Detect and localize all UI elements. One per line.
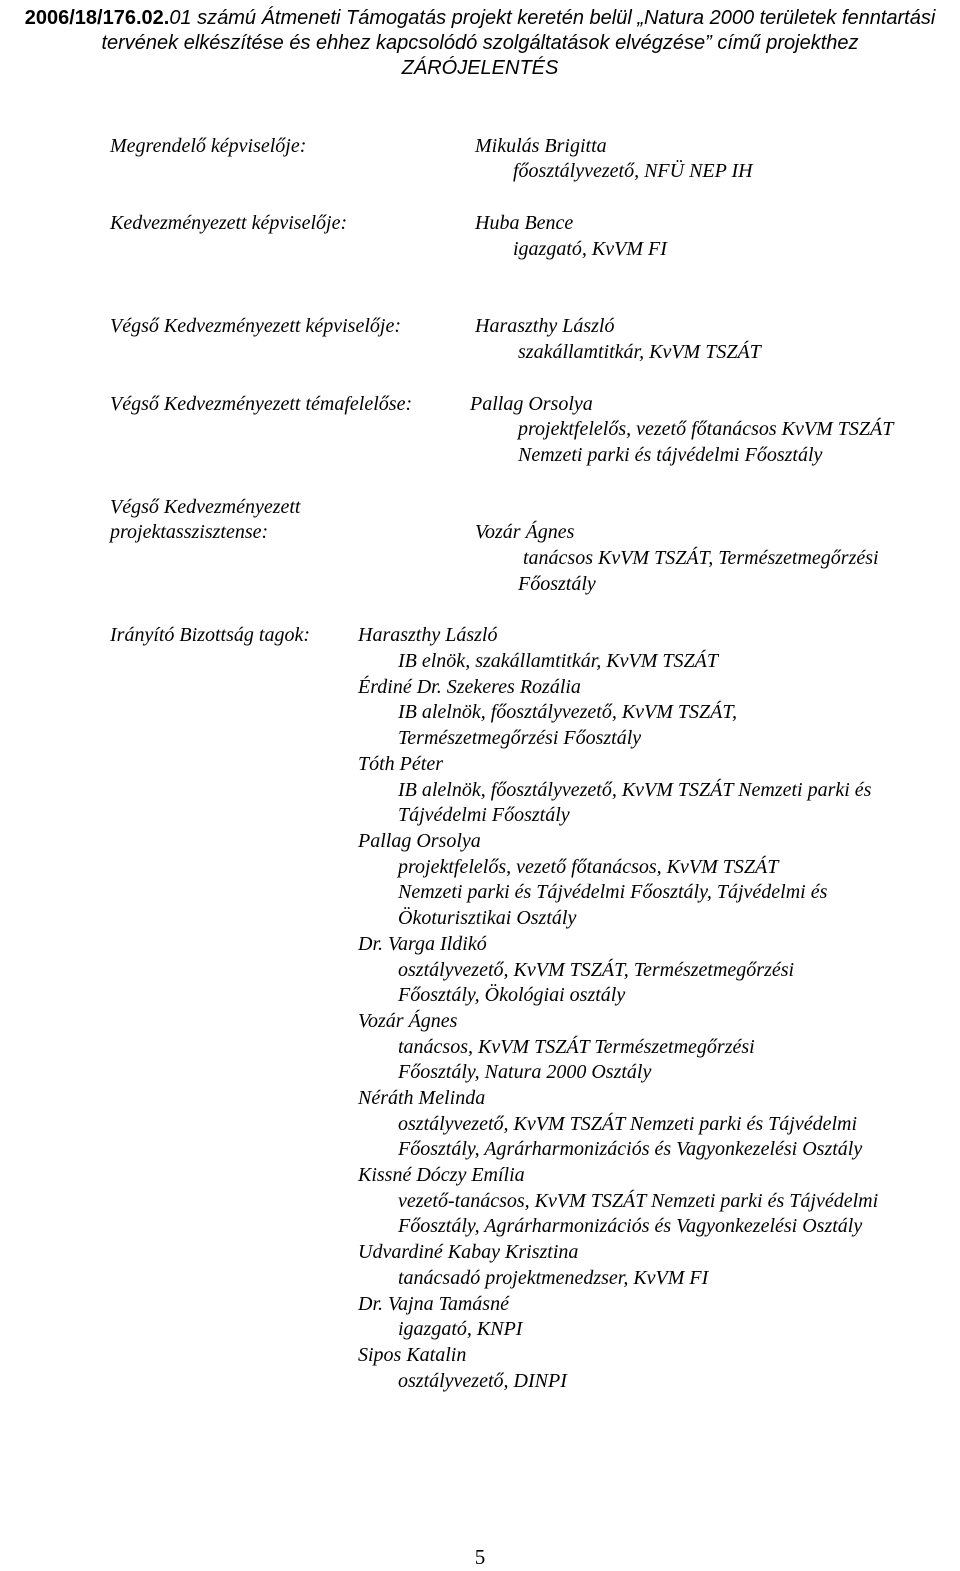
- member-detail: tanácsos, KvVM TSZÁT Természetmegőrzési: [398, 1036, 755, 1058]
- header-title-part-1: 01 számú Átmeneti Támogatás projekt keretén belül „Natura 2000 területek fenntartási: [169, 7, 936, 29]
- member-detail: Főosztály, Agrárharmonizációs és Vagyonkezelési Osztály: [398, 1138, 863, 1160]
- member-name: Haraszthy László: [358, 624, 498, 646]
- rep-detail: szakállamtitkár, KvVM TSZÁT: [518, 341, 761, 363]
- member-detail: Természetmegőrzési Főosztály: [398, 727, 642, 749]
- member-name: Dr. Varga Ildikó: [358, 933, 487, 955]
- rep-detail: igazgató, KvVM FI: [513, 238, 667, 260]
- member-detail: Nemzeti parki és Tájvédelmi Főosztály, Tájvédelmi és: [398, 881, 828, 903]
- header-line-1: [0, 7, 960, 29]
- header-reference-number: 2006/18/176.02.: [24, 7, 170, 29]
- rep-label: Kedvezményezett képviselője:: [110, 212, 348, 234]
- member-detail: Ökoturisztikai Osztály: [398, 907, 577, 929]
- member-detail: igazgató, KNPI: [398, 1318, 523, 1340]
- rep-label: Végső Kedvezményezett képviselője:: [110, 315, 401, 337]
- rep-name: Vozár Ágnes: [475, 521, 575, 543]
- member-detail: projektfelelős, vezető főtanácsos, KvVM TSZÁT: [398, 856, 779, 878]
- member-name: Udvardiné Kabay Krisztina: [358, 1241, 579, 1263]
- member-name: Sipos Katalin: [358, 1344, 467, 1366]
- member-name: Érdiné Dr. Szekeres Rozália: [358, 676, 581, 698]
- rep-label: Végső Kedvezményezett: [110, 496, 301, 518]
- page-number: 5: [474, 1545, 486, 1569]
- member-detail: osztályvezető, KvVM TSZÁT, Természetmegőrzési: [398, 959, 795, 981]
- member-name: Tóth Péter: [358, 753, 443, 775]
- header-line-2: tervének elkészítése és ehhez kapcsolódó szolgáltatások elvégzése” című projekthez: [101, 32, 859, 54]
- member-name: Néráth Melinda: [358, 1087, 486, 1109]
- rep-name: Mikulás Brigitta: [475, 135, 607, 157]
- member-detail: Főosztály, Natura 2000 Osztály: [398, 1061, 652, 1083]
- member-name: Vozár Ágnes: [358, 1010, 458, 1032]
- member-detail: Tájvédelmi Főosztály: [398, 804, 570, 826]
- member-name: Dr. Vajna Tamásné: [358, 1293, 509, 1315]
- member-detail: osztályvezető, DINPI: [398, 1370, 567, 1392]
- member-detail: vezető-tanácsos, KvVM TSZÁT Nemzeti parki és Tájvédelmi: [398, 1190, 879, 1212]
- rep-label: projektasszisztense:: [110, 521, 269, 543]
- rep-detail: projektfelelős, vezető főtanácsos KvVM TSZÁT: [518, 418, 894, 440]
- member-detail: Főosztály, Ökológiai osztály: [398, 984, 626, 1006]
- rep-name: Huba Bence: [475, 212, 574, 234]
- member-detail: Főosztály, Agrárharmonizációs és Vagyonkezelési Osztály: [398, 1215, 863, 1237]
- rep-detail: tanácsos KvVM TSZÁT, Természetmegőrzési: [523, 547, 879, 569]
- member-detail: osztályvezető, KvVM TSZÁT Nemzeti parki és Tájvédelmi: [398, 1113, 858, 1135]
- member-name: Pallag Orsolya: [358, 830, 481, 852]
- member-detail: IB elnök, szakállamtitkár, KvVM TSZÁT: [398, 650, 718, 672]
- member-name: Kissné Dóczy Emília: [358, 1164, 525, 1186]
- rep-label: Megrendelő képviselője:: [110, 135, 307, 157]
- header-report-title: ZÁRÓJELENTÉS: [401, 57, 559, 79]
- member-detail: IB alelnök, főosztályvezető, KvVM TSZÁT Nemzeti parki és: [398, 779, 872, 801]
- rep-detail: Nemzeti parki és tájvédelmi Főosztály: [518, 444, 823, 466]
- rep-name: Pallag Orsolya: [470, 393, 593, 415]
- rep-detail: főosztályvezető, NFÜ NEP IH: [513, 160, 753, 182]
- rep-name: Haraszthy László: [475, 315, 615, 337]
- member-detail: IB alelnök, főosztályvezető, KvVM TSZÁT,: [398, 701, 738, 723]
- rep-detail: Főosztály: [518, 573, 596, 595]
- member-detail: tanácsadó projektmenedzser, KvVM FI: [398, 1267, 709, 1289]
- rep-label: Végső Kedvezményezett témafelelőse:: [110, 393, 413, 415]
- committee-label: Irányító Bizottság tagok:: [110, 624, 310, 646]
